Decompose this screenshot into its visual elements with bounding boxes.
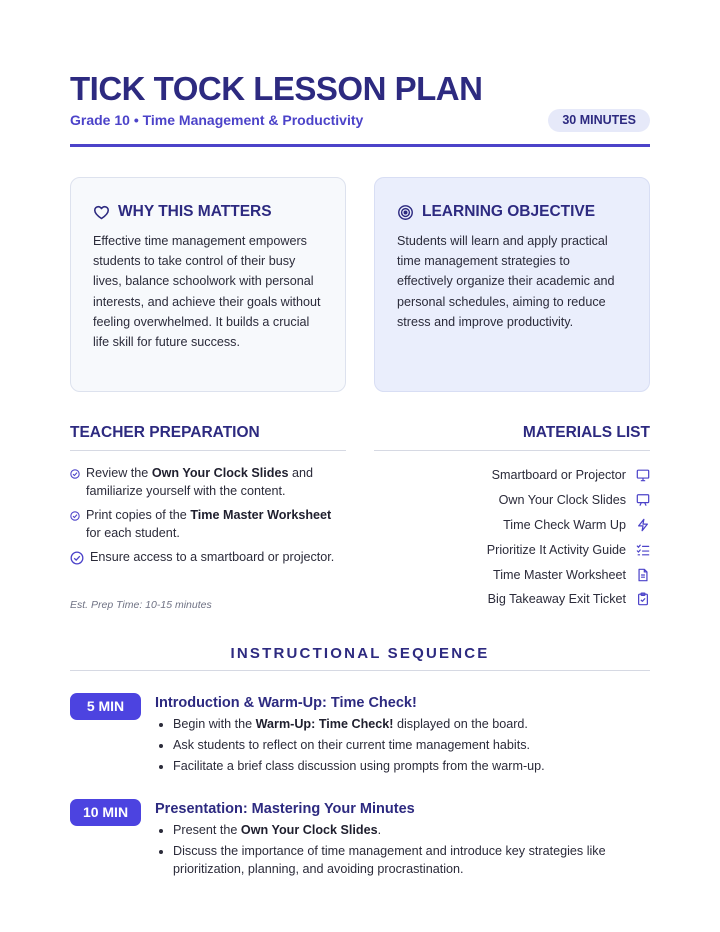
monitor-icon [636,468,650,482]
check-circle-icon [70,551,84,565]
list-item: Begin with the Warm-Up: Time Check! displayed on the board. [155,716,650,734]
clipboard-check-icon [636,592,650,606]
step-bullet-list [155,822,650,882]
page-subtitle: Grade 10 • Time Management & Productivity [70,112,364,128]
teacher-prep-divider [70,450,346,451]
objective-card-text: Students will learn and apply practical time management strategies to effectively organize their academic and personal schedules, aiming to reduce stress and improve productivity. [397,234,615,329]
sequence-divider [70,670,650,671]
learning-objective-card [374,177,650,392]
list-item: Time Check Warm Up [374,513,650,538]
list-item: Discuss the importance of time management and introduce key strategies like prioritization, planning, and avoiding procrastination. [155,843,650,878]
step-title: Introduction & Warm-Up: Time Check! [155,695,417,711]
list-item: Ensure access to a smartboard or projector. [70,548,346,566]
list-item: Ask students to reflect on their current time management habits. [155,737,650,755]
step-title: Presentation: Mastering Your Minutes [155,801,415,817]
duration-badge: 30 MINUTES [548,109,650,132]
header-divider [70,144,650,147]
materials-heading: MATERIALS LIST [522,424,650,441]
why-card-heading-text: WHY THIS MATTERS [118,203,272,220]
materials-divider [374,450,650,451]
document-icon [636,568,650,582]
why-card-heading [93,203,323,221]
objective-card-heading-text: LEARNING OBJECTIVE [422,203,596,220]
instructional-sequence-heading: INSTRUCTIONAL SEQUENCE [230,645,490,662]
lightning-icon [636,518,650,532]
objective-card-heading [397,203,627,221]
page-title: TICK TOCK LESSON PLAN [70,70,483,107]
step-duration-badge: 10 MIN [70,799,141,826]
teacher-prep-list [70,464,346,572]
heart-icon [93,204,110,221]
list-item: Present the Own Your Clock Slides. [155,822,650,840]
materials-list [374,463,650,612]
check-circle-icon [70,469,80,479]
why-card-text: Effective time management empowers students to take control of their busy lives, balance schoolwork with personal interests, and achieve their goals without feeling overwhelmed. It builds a crucial life skill for future success. [93,234,321,350]
list-item: Print copies of the Time Master Worksheet for each student. [70,506,346,542]
list-item: Facilitate a brief class discussion using prompts from the warm-up. [155,758,650,776]
step-bullet-list [155,716,650,779]
list-item: Smartboard or Projector [374,463,650,488]
list-item: Time Master Worksheet [374,562,650,587]
list-item: Prioritize It Activity Guide [374,537,650,562]
why-this-matters-card [70,177,346,392]
checklist-icon [636,543,650,557]
list-item: Review the Own Your Clock Slides and familiarize yourself with the content. [70,464,346,500]
presentation-icon [636,493,650,507]
list-item: Own Your Clock Slides [374,488,650,513]
step-duration-badge: 5 MIN [70,693,141,720]
check-circle-icon [70,511,80,521]
list-item: Big Takeaway Exit Ticket [374,587,650,612]
target-icon [397,204,414,221]
teacher-prep-heading: TEACHER PREPARATION [70,424,260,441]
prep-time-note: Est. Prep Time: 10-15 minutes [70,599,212,611]
